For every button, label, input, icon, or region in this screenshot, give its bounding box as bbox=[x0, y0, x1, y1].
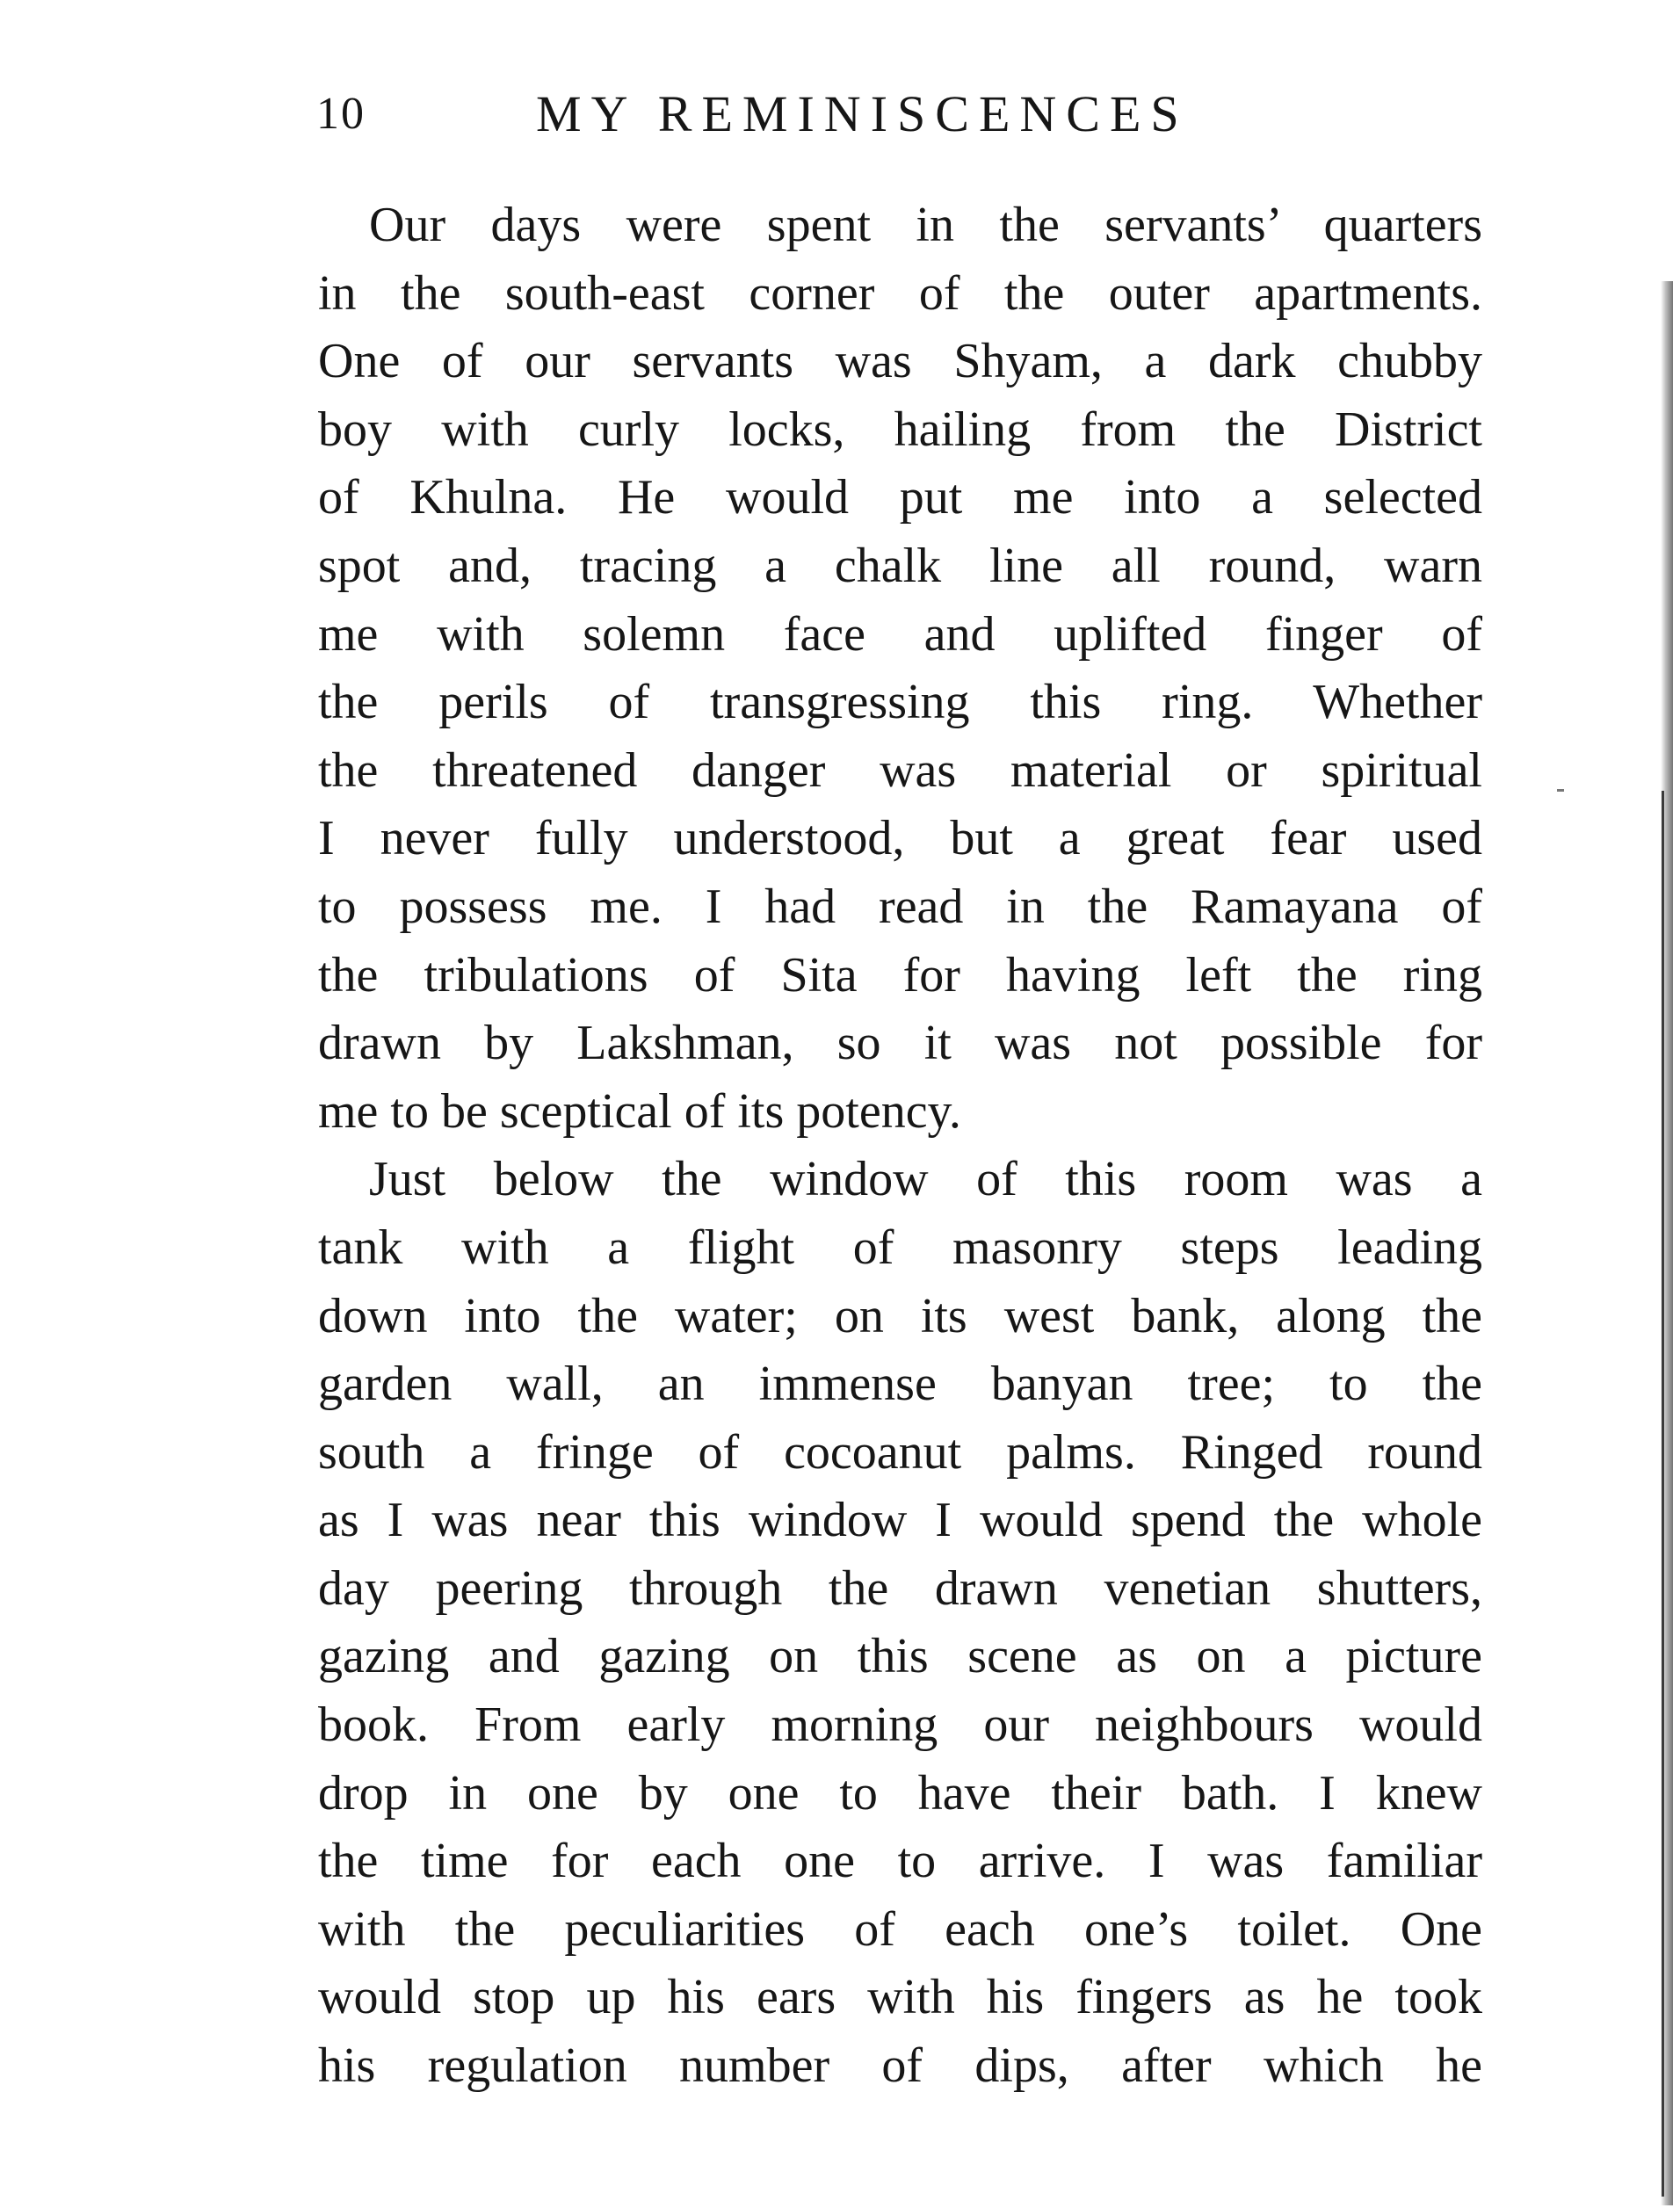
page-header bbox=[316, 79, 1327, 149]
text-line: I never fully understood, but a great fear used bbox=[318, 811, 1482, 866]
text-line: drop in one by one to have their bath. I knew bbox=[318, 1765, 1482, 1821]
text-line: Our days were spent in the servants’ quarters bbox=[369, 198, 1482, 252]
page-number: 10 bbox=[316, 89, 366, 139]
text-line: book. From early morning our neighbours would bbox=[318, 1698, 1482, 1753]
text-line: drawn by Lakshman, so it was not possible for bbox=[318, 1016, 1482, 1071]
body-text bbox=[318, 192, 1482, 2101]
text-line: would stop up his ears with his fingers as he took bbox=[318, 1970, 1482, 2025]
text-line: Just below the window of this room was a bbox=[369, 1152, 1482, 1207]
text-line: of Khulna. He would put me into a selected bbox=[318, 470, 1482, 525]
text-line: with the peculiarities of each one’s toilet. One bbox=[318, 1901, 1482, 1957]
text-line: south a fringe of cocoanut palms. Ringed round bbox=[318, 1424, 1482, 1480]
text-line: down into the water; on its west bank, along the bbox=[318, 1288, 1482, 1343]
text-line: spot and, tracing a chalk line all round, warn bbox=[318, 538, 1482, 593]
text-line: the time for each one to arrive. I was familiar bbox=[318, 1834, 1482, 1889]
text-line: the threatened danger was material or spiritual bbox=[318, 742, 1482, 798]
text-line: garden wall, an immense banyan tree; to the bbox=[318, 1357, 1482, 1412]
text-line: the perils of transgressing this ring. Whether bbox=[318, 675, 1482, 730]
text-line: to possess me. I had read in the Ramayana of bbox=[318, 879, 1482, 934]
running-title: MY REMINISCENCES bbox=[536, 85, 1189, 142]
text-line: boy with curly locks, hailing from the District bbox=[318, 402, 1482, 457]
text-line: as I was near this window I would spend the whole bbox=[318, 1493, 1482, 1548]
text-line: me to be sceptical of its potency. bbox=[318, 1083, 961, 1139]
page-edge-line bbox=[1662, 791, 1664, 2197]
scan-speck bbox=[1557, 789, 1564, 792]
text-line: in the south-east corner of the outer apartments. bbox=[318, 265, 1482, 321]
text-line: One of our servants was Shyam, a dark chubby bbox=[318, 334, 1482, 389]
text-line: me with solemn face and uplifted finger of bbox=[318, 606, 1482, 662]
text-line: day peering through the drawn venetian shutters, bbox=[318, 1560, 1482, 1616]
text-line: his regulation number of dips, after which he bbox=[318, 2038, 1482, 2094]
text-line: the tribulations of Sita for having left the ring bbox=[318, 947, 1482, 1003]
text-line: gazing and gazing on this scene as on a picture bbox=[318, 1629, 1482, 1684]
text-line: tank with a flight of masonry steps leading bbox=[318, 1220, 1482, 1275]
